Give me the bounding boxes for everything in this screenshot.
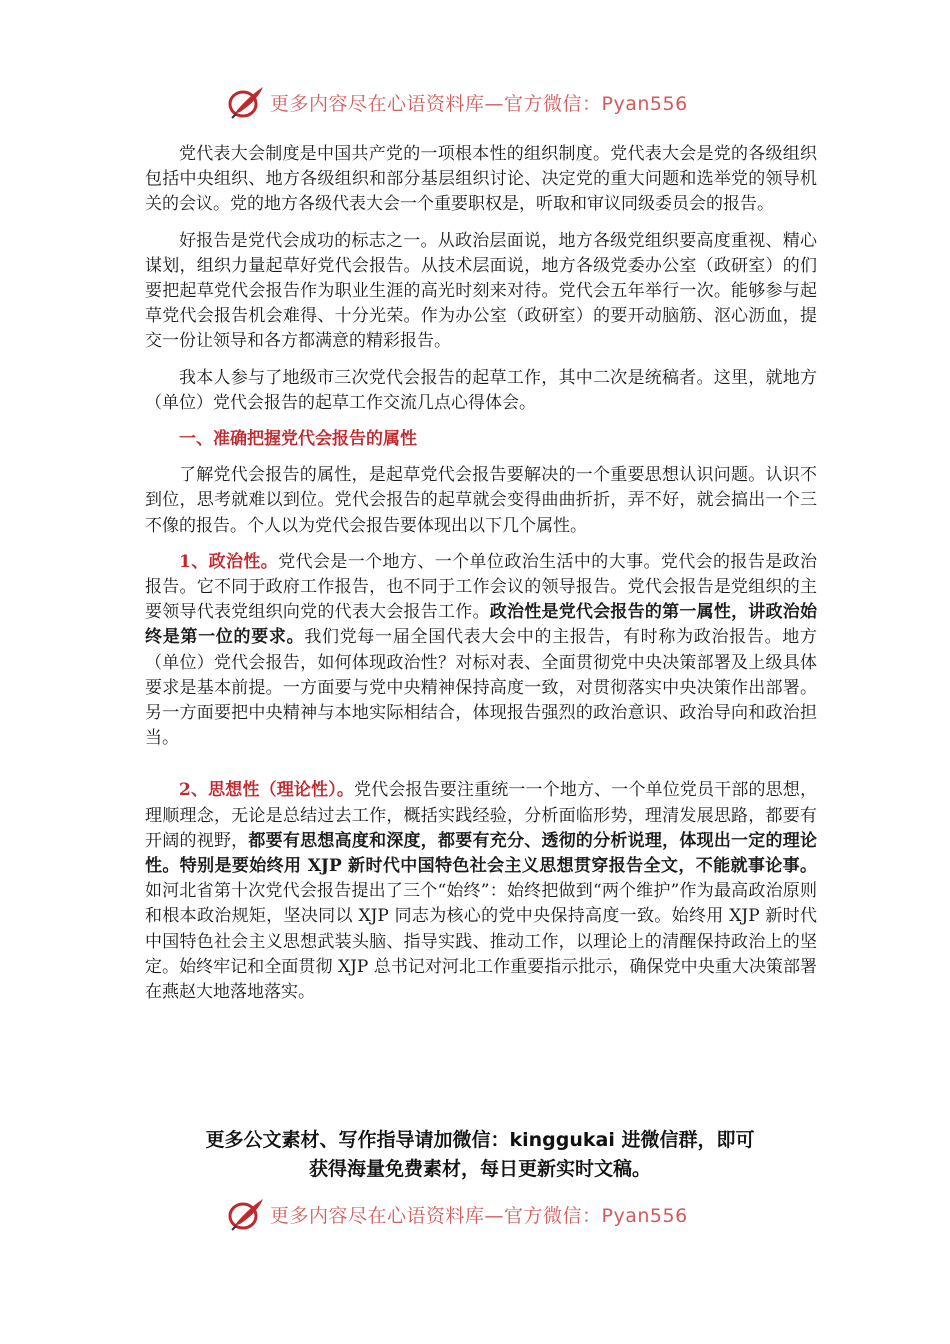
- ideological-label: 2、思想性（理论性）。: [179, 780, 355, 801]
- paragraph-political: [145, 550, 817, 752]
- paragraph-experience: 我本人参与了地级市三次党代会报告的起草工作，其中二次是统稿者。这里，就地方（单位）党代会报告的起草工作交流几点心得体会。: [145, 367, 817, 413]
- political-label: 1、政治性。: [179, 551, 279, 572]
- document-body: [145, 142, 817, 1016]
- ideological-text-b: 如河北省第十次党代会报告提出了三个“始终”：始终把做到“两个维护”作为最高政治原则和根本政治规矩，坚决同以 XJP 同志为核心的党中央保持高度一致。始终用 XJP 新时代中国特色社会主义思想武装头脑、指导实践、推动工作，以理论上的清醒保持政治上的坚定。始终牢记和全面贯彻 XJP 总书记对河北工作重要指示批示，确保党中央重大决策部署在燕赵大地落地落实。: [145, 881, 817, 1003]
- political-text-b: 我们党每一届全国代表大会中的主报告，有时称为政治报告。地方（单位）党代会报告，如何体现政治性？对标对表、全面贯彻党中央决策部署及上级具体要求是基本前提。一方面要与党中央精神保持高度一致，对贯彻落实中央决策作出部署。另一方面要把中央精神与本地实际相结合，体现报告强烈的政治意识、政治导向和政治担当。: [145, 627, 818, 749]
- promo-notice: [140, 1126, 820, 1184]
- political-bold: 政治性是党代会报告的第一属性，讲政治始终是第一位的要求。: [145, 602, 818, 648]
- footer-banner-text: 更多内容尽在心语资料库—官方微信：Pyan556: [270, 1204, 688, 1227]
- political-text-a: 党代会是一个地方、一个单位政治生活中的大事。党代会的报告是政治报告。它不同于政府工作报告，也不同于工作会议的领导报告。党代会报告是党组织的主要领导代表党组织向党的代表大会报告工作。: [145, 551, 817, 623]
- paragraph-intro: 党代表大会制度是中国共产党的一项根本性的组织制度。党代表大会是党的各级组织包括中央组织、地方各级组织和部分基层组织讨论、决定党的重大问题和选举党的领导机关的会议。党的地方各级代表大会一个重要职权是，听取和审议同级委员会的报告。: [145, 144, 817, 215]
- section-heading-1: 一、准确把握党代会报告的属性: [179, 429, 417, 450]
- ideological-bold: 都要有思想高度和深度，都要有充分、透彻的分析说理，体现出一定的理论性。特别是要始终用 XJP 新时代中国特色社会主义思想贯穿报告全文，不能就事论事。: [145, 830, 817, 877]
- promo-line-1: 更多公文素材、写作指导请加微信：kinggukai 进微信群，即可: [205, 1129, 755, 1151]
- paragraph-good-report: 好报告是党代会成功的标志之一。从政治层面说，地方各级党组织要高度重视、精心谋划，组织力量起草好党代会报告。从技术层面说，地方各级党委办公室（政研室）的们要把起草党代会报告作为职业生涯的高光时刻来对待。党代会五年举行一次。能够参与起草党代会报告机会难得、十分光荣。作为办公室（政研室）的要开动脑筋、沤心沥血，提交一份让领导和各方都满意的精彩报告。: [145, 230, 817, 352]
- quill-logo-icon: [226, 1196, 266, 1232]
- header-banner-text: 更多内容尽在心语资料库—官方微信：Pyan556: [270, 92, 688, 115]
- quill-logo-icon: [226, 84, 266, 120]
- footer-banner: [0, 1194, 950, 1234]
- paragraph-spacer: [145, 762, 817, 778]
- ideological-text-a: 党代会报告要注重统一一个地方、一个单位党员干部的思想，理顺理念，无论是总结过去工作，概括实践经验，分析面临形势，理清发展思路，都要有开阔的视野，: [145, 780, 817, 851]
- header-banner: [0, 82, 950, 122]
- paragraph-ideological: [145, 778, 817, 1005]
- promo-line-2: 获得海量免费素材，每日更新实时文稿。: [308, 1158, 651, 1180]
- paragraph-attributes: 了解党代会报告的属性，是起草党代会报告要解决的一个重要思想认识问题。认识不到位，思考就难以到位。党代会报告的起草就会变得曲曲折折，弄不好，就会搞出一个三不像的报告。个人以为党代会报告要体现出以下几个属性。: [145, 465, 817, 536]
